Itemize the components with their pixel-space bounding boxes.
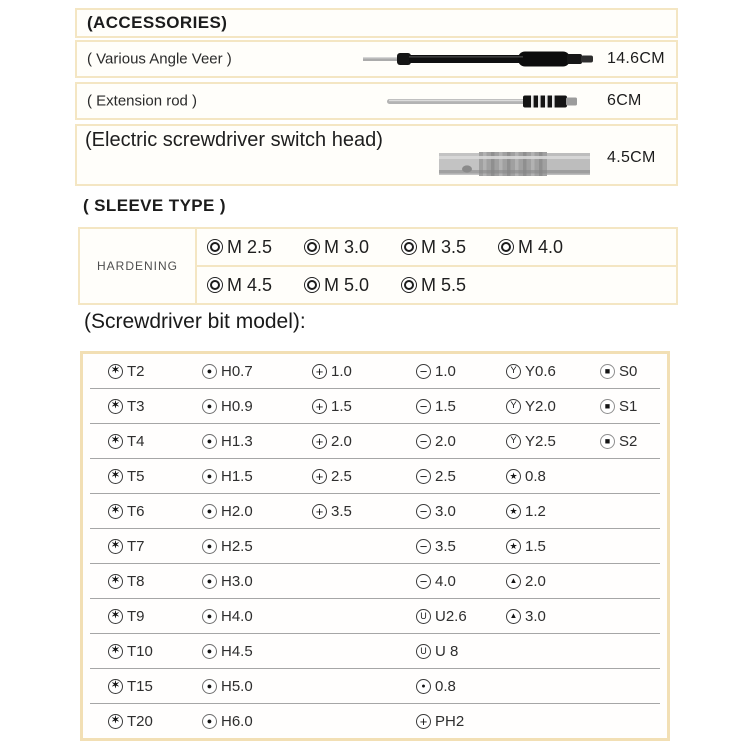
bit-item bbox=[202, 678, 312, 695]
sleeve-icon bbox=[304, 277, 320, 293]
bit-item bbox=[416, 363, 506, 380]
bit-item bbox=[202, 468, 312, 485]
bit-item bbox=[202, 608, 312, 625]
sleeve-size-item bbox=[207, 237, 304, 258]
bit-label: T5 bbox=[127, 467, 145, 485]
hex-icon: ● bbox=[202, 469, 217, 484]
phillips-icon: + bbox=[312, 434, 327, 449]
dot-icon: ● bbox=[416, 679, 431, 694]
accessories-title: (ACCESSORIES) bbox=[75, 8, 678, 38]
bit-row bbox=[90, 564, 660, 599]
bit-label: H6.0 bbox=[221, 712, 253, 730]
bit-label: T3 bbox=[127, 397, 145, 415]
sleeve-size-label: M 3.0 bbox=[324, 236, 370, 257]
extension-rod-image bbox=[385, 91, 580, 111]
torx-icon: ✶ bbox=[108, 609, 123, 624]
u-icon: U bbox=[416, 609, 431, 624]
bit-label: 1.5 bbox=[435, 397, 456, 415]
bit-item bbox=[312, 503, 416, 520]
bit-label: U 8 bbox=[435, 642, 459, 660]
bit-row bbox=[90, 389, 660, 424]
bit-item bbox=[108, 363, 202, 380]
bit-item bbox=[416, 538, 506, 555]
bit-item bbox=[108, 398, 202, 415]
bit-item bbox=[312, 363, 416, 380]
bit-item bbox=[312, 468, 416, 485]
bit-item bbox=[506, 573, 600, 590]
bit-label: T7 bbox=[127, 537, 145, 555]
bit-label: 1.5 bbox=[331, 397, 352, 415]
bits-title: (Screwdriver bit model): bbox=[84, 310, 306, 333]
bit-item bbox=[108, 573, 202, 590]
sleeve-size-item bbox=[401, 275, 498, 296]
penta-icon: ★ bbox=[506, 469, 521, 484]
torx-icon: ✶ bbox=[108, 399, 123, 414]
slot-icon: − bbox=[416, 434, 431, 449]
bit-label: H4.5 bbox=[221, 642, 253, 660]
flexible-shaft-image bbox=[360, 44, 604, 74]
bit-label: Y0.6 bbox=[525, 362, 556, 380]
bit-item bbox=[416, 433, 506, 450]
accessory-label: ( Extension rod ) bbox=[87, 92, 198, 110]
phillips-icon: + bbox=[312, 469, 327, 484]
sleeve-size-label: M 5.0 bbox=[324, 274, 370, 295]
bit-label: T15 bbox=[127, 677, 153, 695]
slot-icon: − bbox=[416, 399, 431, 414]
bit-label: PH2 bbox=[435, 712, 465, 730]
bit-label: H1.3 bbox=[221, 432, 253, 450]
bit-row bbox=[90, 354, 660, 389]
bit-label: 2.0 bbox=[435, 432, 456, 450]
torx-icon: ✶ bbox=[108, 679, 123, 694]
bit-item bbox=[202, 713, 312, 730]
hex-icon: ● bbox=[202, 714, 217, 729]
sleeve-size-item bbox=[304, 237, 401, 258]
bit-item bbox=[506, 363, 600, 380]
sleeve-size-row bbox=[197, 267, 676, 303]
bit-item bbox=[416, 608, 506, 625]
bit-label: H0.9 bbox=[221, 397, 253, 415]
sleeve-icon bbox=[207, 239, 223, 255]
bit-label: T2 bbox=[127, 362, 145, 380]
hex-icon: ● bbox=[202, 504, 217, 519]
bit-label: T6 bbox=[127, 502, 145, 520]
bit-label: H1.5 bbox=[221, 467, 253, 485]
u-icon: U bbox=[416, 644, 431, 659]
square-icon: ■ bbox=[600, 399, 615, 414]
bit-row bbox=[90, 529, 660, 564]
phillips-icon: + bbox=[312, 399, 327, 414]
phillips-icon: + bbox=[312, 364, 327, 379]
sleeve-size-row bbox=[197, 229, 676, 267]
bit-item bbox=[202, 503, 312, 520]
bit-label: 2.5 bbox=[331, 467, 352, 485]
bit-label: H2.5 bbox=[221, 537, 253, 555]
square-icon: ■ bbox=[600, 434, 615, 449]
hex-icon: ● bbox=[202, 574, 217, 589]
bit-item bbox=[108, 503, 202, 520]
tri-icon: ▲ bbox=[506, 609, 521, 624]
bit-row bbox=[90, 494, 660, 529]
bit-item bbox=[416, 713, 506, 730]
bit-item bbox=[108, 538, 202, 555]
accessory-label: (Electric screwdriver switch head) bbox=[85, 129, 383, 151]
torx-icon: ✶ bbox=[108, 644, 123, 659]
slot-icon: − bbox=[416, 539, 431, 554]
hex-icon: ● bbox=[202, 609, 217, 624]
bit-label: 1.2 bbox=[525, 502, 546, 520]
bit-item bbox=[312, 398, 416, 415]
switch-head-image bbox=[437, 144, 592, 182]
hex-icon: ● bbox=[202, 434, 217, 449]
sleeve-size-item bbox=[207, 275, 304, 296]
accessory-row-extension-rod bbox=[75, 82, 678, 120]
bit-item bbox=[416, 678, 506, 695]
bit-label: 4.0 bbox=[435, 572, 456, 590]
slot-icon: − bbox=[416, 504, 431, 519]
bit-item bbox=[202, 433, 312, 450]
accessories-section bbox=[75, 8, 678, 190]
torx-icon: ✶ bbox=[108, 539, 123, 554]
bit-item bbox=[506, 468, 600, 485]
bit-label: U2.6 bbox=[435, 607, 467, 625]
bit-row bbox=[90, 459, 660, 494]
bit-item bbox=[416, 643, 506, 660]
sleeve-size-item bbox=[401, 237, 498, 258]
sleeve-type-title: ( SLEEVE TYPE ) bbox=[83, 196, 226, 215]
bit-label: 2.0 bbox=[331, 432, 352, 450]
bit-label: S0 bbox=[619, 362, 638, 380]
bit-label: 1.5 bbox=[525, 537, 546, 555]
square-icon: ■ bbox=[600, 364, 615, 379]
sleeve-size-label: M 2.5 bbox=[227, 236, 273, 257]
bit-label: 3.5 bbox=[435, 537, 456, 555]
sleeve-icon bbox=[401, 239, 417, 255]
bit-label: 0.8 bbox=[435, 677, 456, 695]
tri-icon: ▲ bbox=[506, 574, 521, 589]
bit-label: H4.0 bbox=[221, 607, 253, 625]
bit-item bbox=[202, 363, 312, 380]
bit-label: 1.0 bbox=[435, 362, 456, 380]
bit-item bbox=[202, 538, 312, 555]
bit-row bbox=[90, 599, 660, 634]
bit-item bbox=[600, 398, 660, 415]
phillips-icon: + bbox=[416, 714, 431, 729]
accessory-label: ( Various Angle Veer ) bbox=[87, 50, 232, 68]
bit-label: S2 bbox=[619, 432, 638, 450]
accessory-size: 6CM bbox=[607, 92, 642, 109]
bit-label: T20 bbox=[127, 712, 153, 730]
bit-label: S1 bbox=[619, 397, 638, 415]
bit-label: 3.0 bbox=[435, 502, 456, 520]
bit-label: T8 bbox=[127, 572, 145, 590]
bit-label: T4 bbox=[127, 432, 145, 450]
hex-icon: ● bbox=[202, 399, 217, 414]
accessory-row-switch-head bbox=[75, 124, 678, 186]
penta-icon: ★ bbox=[506, 504, 521, 519]
bit-row bbox=[90, 704, 660, 738]
accessory-size: 4.5CM bbox=[607, 149, 656, 166]
bit-item bbox=[416, 468, 506, 485]
hex-icon: ● bbox=[202, 644, 217, 659]
slot-icon: − bbox=[416, 574, 431, 589]
sleeve-size-label: M 5.5 bbox=[421, 274, 467, 295]
bit-label: Y2.5 bbox=[525, 432, 556, 450]
bit-label: 3.0 bbox=[525, 607, 546, 625]
bit-item bbox=[108, 433, 202, 450]
bit-item bbox=[416, 573, 506, 590]
sleeve-size-item bbox=[498, 237, 595, 258]
bit-item bbox=[202, 398, 312, 415]
accessory-size: 14.6CM bbox=[607, 50, 665, 67]
bit-item bbox=[416, 398, 506, 415]
bits-table bbox=[80, 351, 670, 741]
bit-item bbox=[202, 643, 312, 660]
bit-label: Y2.0 bbox=[525, 397, 556, 415]
bit-item bbox=[108, 678, 202, 695]
sleeve-size-label: M 4.0 bbox=[518, 236, 564, 257]
bit-label: H2.0 bbox=[221, 502, 253, 520]
sleeve-icon bbox=[401, 277, 417, 293]
hex-icon: ● bbox=[202, 364, 217, 379]
y-icon: Y bbox=[506, 434, 521, 449]
bit-label: 0.8 bbox=[525, 467, 546, 485]
bit-item bbox=[506, 608, 600, 625]
sleeve-icon bbox=[304, 239, 320, 255]
torx-icon: ✶ bbox=[108, 434, 123, 449]
bit-item bbox=[600, 363, 660, 380]
accessory-row-various-angle-veer bbox=[75, 40, 678, 78]
torx-icon: ✶ bbox=[108, 364, 123, 379]
bit-row bbox=[90, 634, 660, 669]
sleeve-size-item bbox=[304, 275, 401, 296]
bit-label: T9 bbox=[127, 607, 145, 625]
bit-item bbox=[108, 643, 202, 660]
sleeve-type-table bbox=[78, 227, 678, 305]
slot-icon: − bbox=[416, 469, 431, 484]
bit-item bbox=[506, 433, 600, 450]
sleeve-icon bbox=[498, 239, 514, 255]
sleeve-size-label: M 3.5 bbox=[421, 236, 467, 257]
bit-item bbox=[202, 573, 312, 590]
bit-label: 2.0 bbox=[525, 572, 546, 590]
bit-label: H5.0 bbox=[221, 677, 253, 695]
torx-icon: ✶ bbox=[108, 504, 123, 519]
bit-item bbox=[312, 433, 416, 450]
sleeve-size-grid bbox=[197, 229, 676, 303]
bit-item bbox=[506, 398, 600, 415]
slot-icon: − bbox=[416, 364, 431, 379]
sleeve-size-label: M 4.5 bbox=[227, 274, 273, 295]
bit-item bbox=[506, 538, 600, 555]
torx-icon: ✶ bbox=[108, 574, 123, 589]
bit-row bbox=[90, 669, 660, 704]
bit-item bbox=[600, 433, 660, 450]
bit-label: 3.5 bbox=[331, 502, 352, 520]
hex-icon: ● bbox=[202, 539, 217, 554]
y-icon: Y bbox=[506, 364, 521, 379]
bit-label: H0.7 bbox=[221, 362, 253, 380]
y-icon: Y bbox=[506, 399, 521, 414]
bit-item bbox=[108, 608, 202, 625]
torx-icon: ✶ bbox=[108, 469, 123, 484]
bit-row bbox=[90, 424, 660, 459]
hardening-label: HARDENING bbox=[80, 229, 197, 303]
bit-label: H3.0 bbox=[221, 572, 253, 590]
hex-icon: ● bbox=[202, 679, 217, 694]
bit-item bbox=[108, 468, 202, 485]
bit-label: 2.5 bbox=[435, 467, 456, 485]
penta-icon: ★ bbox=[506, 539, 521, 554]
bit-label: 1.0 bbox=[331, 362, 352, 380]
torx-icon: ✶ bbox=[108, 714, 123, 729]
bit-item bbox=[506, 503, 600, 520]
bit-label: T10 bbox=[127, 642, 153, 660]
sleeve-icon bbox=[207, 277, 223, 293]
bit-item bbox=[416, 503, 506, 520]
phillips-icon: + bbox=[312, 504, 327, 519]
bit-item bbox=[108, 713, 202, 730]
